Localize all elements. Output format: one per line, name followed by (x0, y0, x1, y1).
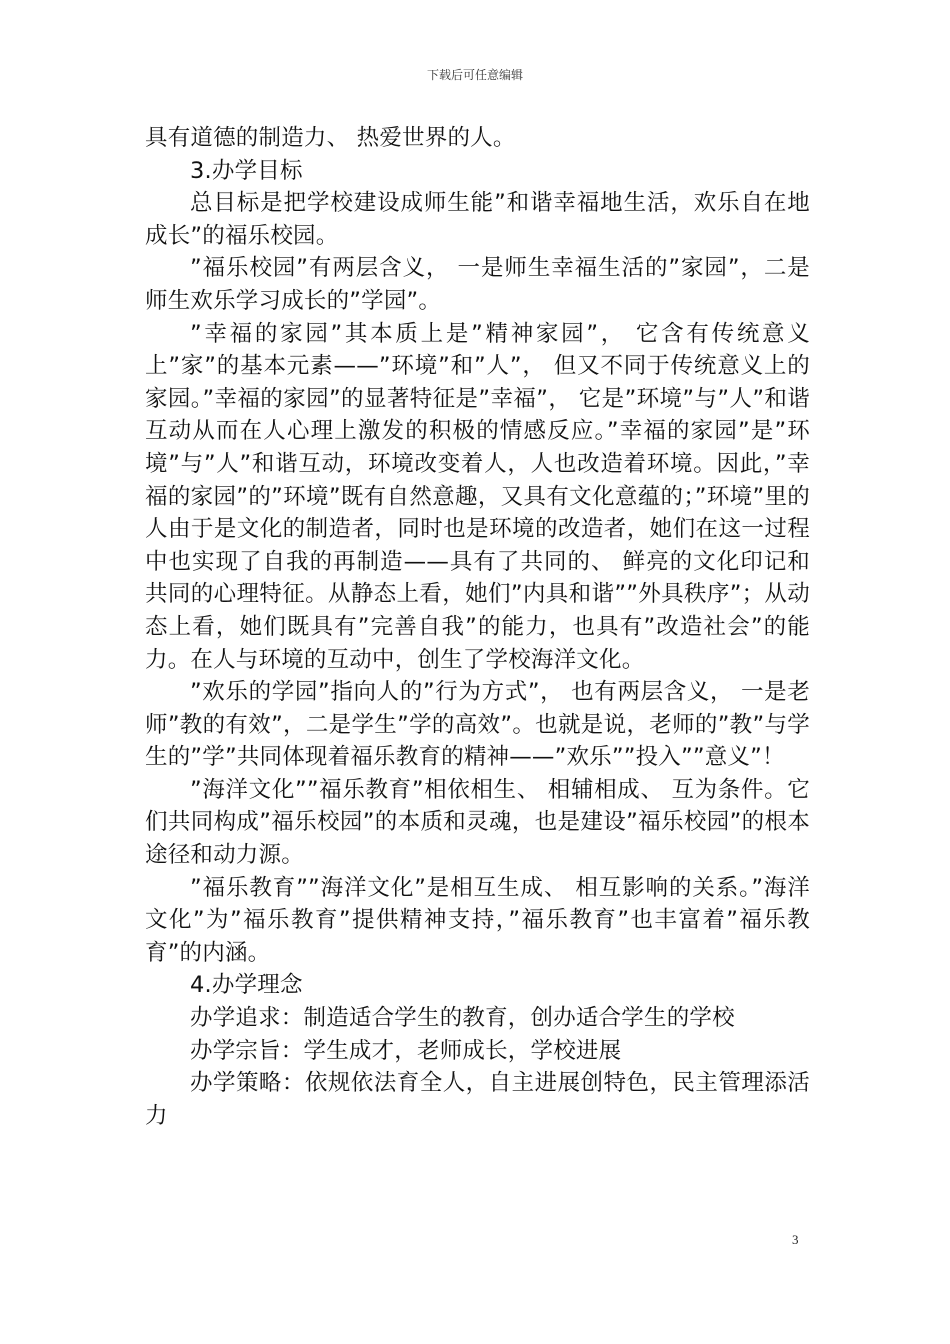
paragraph: 办学策略：依规依法育全人，自主进展创特色，民主管理添活力 (145, 1070, 810, 1129)
paragraph: 总目标是把学校建设成师生能”和谐幸福地生活，欢乐自在地成长”的福乐校园。 (145, 190, 810, 249)
page-header: 下载后可任意编辑 (426, 68, 523, 82)
paragraph: ”福乐教育””海洋文化”是相互生成、 相互影响的关系。”海洋文化”为”福乐教育”提供精神支持，”福乐教育”也丰富着”福乐教育”的内涵。 (145, 874, 810, 966)
section-heading-goal: 3.办学目标 (190, 157, 303, 184)
paragraph: 办学追求：制造适合学生的教育，创办适合学生的学校 (190, 1005, 735, 1032)
page-number: 3 (792, 1232, 799, 1247)
paragraph: 具有道德的制造力、 热爱世界的人。 (145, 125, 516, 151)
paragraph: ”福乐校园”有两层含义， 一是师生幸福生活的”家园”，二是师生欢乐学习成长的”学园”。 (145, 255, 810, 314)
paragraph: ”海洋文化””福乐教育”相依相生、 相辅相成、 互为条件。它们共同构成”福乐校园”的本质和灵魂，也是建设”福乐校园”的根本途径和动力源。 (145, 776, 810, 869)
paragraph: ”幸福的家园”其本质上是”精神家园”， 它含有传统意义上”家”的基本元素——”环境”和”人”， 但又不同于传统意义上的家园。”幸福的家园”的显著特征是”幸福”， 它是”环境”与”人”和谐互动从而在人心理上激发的积极的情感反应。”幸福的家园”是”环境”与”人”和谐互动，环境改变着人，人也改造着环境。因此，”幸福的家园”的”环境”既有自然意趣，又具有文化意蕴的；”环境”里的人由于是文化的制造者，同时也是环境的改造者，她们在这一过程中也实现了自我的再制造——具有了共同的、 鲜亮的文化印记和共同的心理特征。从静态上看，她们”内具和谐””外具秩序”；从动态上看，她们既具有”完善自我”的能力，也具有”改造社会”的能力。在人与环境的互动中，创生了学校海洋文化。 (145, 320, 810, 673)
section-heading-philosophy: 4.办学理念 (190, 972, 303, 999)
document-body (145, 122, 810, 1132)
paragraph: ”欢乐的学园”指向人的”行为方式”， 也有两层含义， 一是老师”教的有效”，二是学生”学的高效”。也就是说，老师的”教”与学生的”学”共同体现着福乐教育的精神——”欢乐””投入””意义”！ (145, 679, 810, 771)
paragraph: 办学宗旨：学生成才，老师成长，学校进展 (190, 1037, 622, 1064)
